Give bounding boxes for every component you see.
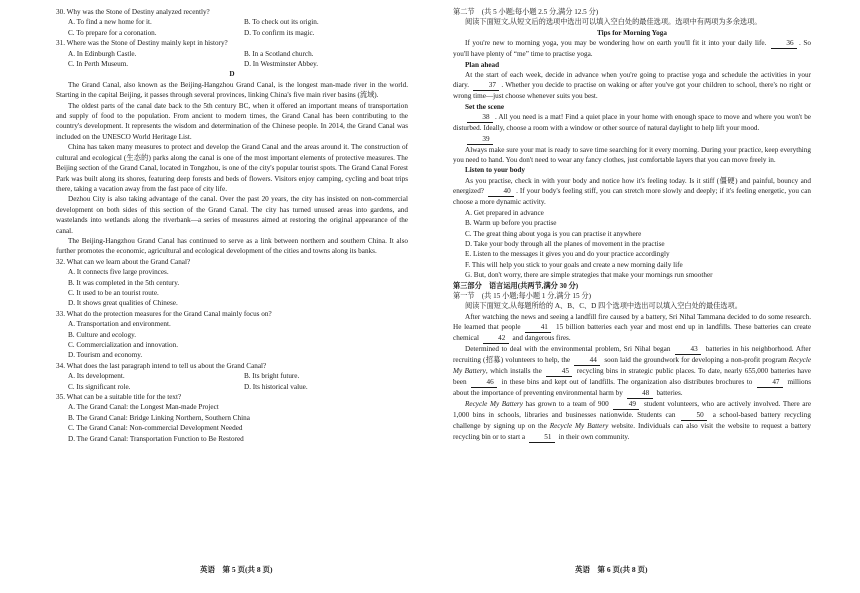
question-33-stem: 33. What do the protection measures for the Grand Canal mainly focus on? xyxy=(56,309,272,318)
option-31b: B. In a Scotland church. xyxy=(244,49,314,58)
option-34d: D. Its historical value. xyxy=(244,382,308,391)
subheading-plan-ahead: Plan ahead xyxy=(465,60,500,69)
cloze-paragraph-2 xyxy=(453,344,811,399)
text: . All you need is a mat! Find a quiet place in your home with enough space to move and where you won't be disturbed. Ideally, choose a room with a window or other source of natural daylight to help lift your mood. xyxy=(453,113,811,133)
right-column xyxy=(453,7,811,443)
text: recycling bins in strategic public places. To date, nearly 655,000 batteries have been xyxy=(453,367,811,387)
text: , which installs the xyxy=(485,367,542,376)
question-34-options xyxy=(56,371,408,381)
yoga-paragraph-4: Always make sure your mat is ready to save time searching for it every morning. During your practice, keep everything you need to hand. You don't need to wear any fancy clothes, just comfortable layers that you can move freely in. xyxy=(453,145,811,165)
text: As you practise, check in with your body and notice how it's feeling today. Is it stiff (僵硬) and painful, bouncy and energized? xyxy=(453,176,811,196)
text: . If your body's feeling stiff, you can stretch more slowly and deeply; if it's feeling energetic, you can choose a more dynamic activity. xyxy=(453,187,812,207)
text: batteries. xyxy=(656,389,683,398)
text: batteries in his neighborhood. After recruiting (招募) volunteers to help, the xyxy=(453,345,811,365)
yoga-paragraph-2 xyxy=(453,70,811,102)
question-32-stem: 32. What can we learn about the Grand Canal? xyxy=(56,257,191,266)
option-35d: D. The Grand Canal: Transportation Function to Be Restored xyxy=(68,434,244,443)
blank-46[interactable]: 46 xyxy=(471,378,497,388)
question-35-stem: 35. What can be a suitable title for the text? xyxy=(56,393,182,402)
text: . So you'll have plenty of “me” time to practise yoga. xyxy=(453,39,812,59)
page-footer-left: 英语 第 5 页(共 8 页) xyxy=(200,565,273,574)
part2-instruction: 阅读下面短文,从短文后的选项中选出可以填入空白处的最佳选项。选项中有两项为多余选项。 xyxy=(465,18,762,27)
question-30-stem: 30. Why was the Stone of Destiny analyzed recently? xyxy=(56,8,210,16)
option-b: B. Warm up before you practise xyxy=(465,219,557,228)
option-31a: A. In Edinburgh Castle. xyxy=(68,49,137,58)
passage-title: Tips for Morning Yoga xyxy=(597,28,667,37)
option-a: A. Get prepared in advance xyxy=(465,208,544,217)
option-30b: B. To check out its origin. xyxy=(244,18,319,27)
blank-47[interactable]: 47 xyxy=(757,378,783,388)
question-31-options-2 xyxy=(56,59,408,69)
passage-paragraph-3: China has taken many measures to protect and develop the Grand Canal and the areas around it. The construction of cultural and ecological (生态的) parks along the canal is one of the most important elements of protective measures. The Beijing section of the Grand Canal, located in Tongzhou, is one of the city's popular tourist spots. The Grand Canal Forest Park was built along its shores, featuring deep forests and beds of flowers. Visitors enjoy camping, cycling and boat trips there, taking a vacation away from the fast pace of city life. xyxy=(56,143,408,193)
text: in these bins and kept out of landfills. The organization also distributes brochures to xyxy=(501,378,753,387)
yoga-paragraph-5 xyxy=(453,176,811,208)
program-name: Recycle My Battery xyxy=(465,400,523,409)
yoga-paragraph-1 xyxy=(453,38,811,59)
option-32b: B. It was completed in the 5th century. xyxy=(68,278,180,287)
blank-42[interactable]: 42 xyxy=(483,334,509,344)
option-30c: C. To prepare for a coronation. xyxy=(68,28,157,37)
page-footer-right: 英语 第 6 页(共 8 页) xyxy=(575,565,648,574)
text: has grown to a team of 900 xyxy=(525,400,609,409)
text: 15 billion batteries each year and most end up in landfills. These batteries can create chemical xyxy=(453,323,812,343)
yoga-blank-39-line xyxy=(453,134,811,145)
program-name: Recycle My Battery xyxy=(453,356,812,376)
question-30-options-2 xyxy=(56,28,408,38)
option-32a: A. It connects five large provinces. xyxy=(68,268,169,277)
blank-40[interactable]: 40 xyxy=(488,187,514,197)
option-g: G. But, don't worry, there are simple strategies that make your mornings run smoother xyxy=(465,271,713,280)
text: At the start of each week, decide in advance when you're going to practise yoga and schedule the activities in your diary. xyxy=(453,71,811,90)
option-c: C. The great thing about yoga is you can practise it anywhere xyxy=(465,229,642,238)
part3-subheading: 第一节 (共 15 小题;每小题 1 分,满分 15 分) xyxy=(453,291,591,300)
text: soon laid the groundwork for developing a non-profit program xyxy=(604,356,787,365)
yoga-paragraph-3 xyxy=(453,112,811,133)
option-35c: C. The Grand Canal: Non-commercial Development Needed xyxy=(68,424,243,433)
blank-43[interactable]: 43 xyxy=(675,345,701,355)
passage-paragraph-4: Dezhou City is also taking advantage of the canal. Over the past 20 years, the city has insisted on non-commercial development on both sides of this section of the Grand Canal. The city has turned unused areas into gardens, and wastelands into wetlands along the riverbank—a series of measures aimed at restoring the original appearance of the canal. xyxy=(56,195,408,235)
option-31c: C. In Perth Museum. xyxy=(68,60,129,69)
blank-44[interactable]: 44 xyxy=(574,356,600,366)
blank-50[interactable]: 50 xyxy=(681,411,707,421)
text: a school-based battery recycling challenge by signing up on the xyxy=(453,411,811,431)
blank-39[interactable]: 39 xyxy=(467,135,493,145)
question-34-options-2 xyxy=(56,382,408,392)
text: If you're new to morning yoga, you may be wondering how on earth you'll fit it into your daily life. xyxy=(465,39,767,48)
text: in their own community. xyxy=(558,432,630,441)
part3-heading: 第三部分 语言运用(共两节,满分 30 分) xyxy=(453,281,579,290)
passage-paragraph-2: The oldest parts of the canal date back to the 5th century BC, when it offered an important means of transportation and supply of food to the population. From ancient to modern times, the Grand Canal has been contributing to the country's development. It represents the wisdom and determination of the Chinese people. In 2014, the Grand Canal was included on the UNESCO World Heritage List. xyxy=(56,101,408,141)
option-32c: C. It used to be an tourist route. xyxy=(68,288,159,297)
question-34-stem: 34. What does the last paragraph intend to tell us about the Grand Canal? xyxy=(56,361,267,370)
text: Determined to deal with the environmental problem, Sri Nihal began xyxy=(465,345,671,354)
blank-41[interactable]: 41 xyxy=(525,323,551,333)
subheading-set-the-scene: Set the scene xyxy=(465,102,505,111)
blank-49[interactable]: 49 xyxy=(613,400,639,410)
option-33c: C. Commercialization and innovation. xyxy=(68,341,178,349)
option-30d: D. To confirm its magic. xyxy=(244,28,315,37)
option-34c: C. Its significant role. xyxy=(68,382,131,391)
blank-36[interactable]: 36 xyxy=(771,39,797,49)
question-31-options xyxy=(56,49,408,59)
option-d: D. Take your body through all the planes of movement in the practise xyxy=(465,239,665,248)
program-name: Recycle My Battery xyxy=(549,422,609,431)
blank-48[interactable]: 48 xyxy=(627,389,653,399)
text: millions about the importance of preventing environmental harm by xyxy=(453,378,812,398)
option-e: E. Listen to the messages it gives you and do your practice accordingly xyxy=(465,250,670,259)
option-33d: D. Tourism and economy. xyxy=(68,351,143,360)
option-30a: A. To find a new home for it. xyxy=(68,18,152,27)
option-31d: D. In Westminster Abbey. xyxy=(244,60,319,69)
part3-instruction: 阅读下面短文,从每题所给的 A、B、C、D 四个选项中选出可以填入空白处的最佳选项。 xyxy=(465,302,742,311)
left-column xyxy=(56,7,408,444)
blank-38[interactable]: 38 xyxy=(467,113,493,123)
option-f: F. This will help you stick to your goals and create a new morning daily life xyxy=(465,260,683,269)
passage-letter: D xyxy=(229,70,235,79)
option-33a: A. Transportation and environment. xyxy=(68,320,171,329)
option-34b: B. Its bright future. xyxy=(244,372,300,381)
text: student volunteers, who are actively involved. There are 1,000 bins in schools, libraries and businesses nationwide. Students can xyxy=(453,400,812,420)
text: and dangerous fires. xyxy=(512,334,571,343)
question-31-stem: 31. Where was the Stone of Destiny mainly kept in history? xyxy=(56,39,228,48)
option-34a: A. Its development. xyxy=(68,372,125,381)
cloze-paragraph-1 xyxy=(453,312,811,344)
text: website. Individuals can also visit the website to request a battery recycling bin or to start a xyxy=(453,422,812,441)
blank-51[interactable]: 51 xyxy=(529,433,555,443)
question-30-options xyxy=(56,17,408,27)
option-35a: A. The Grand Canal: the Longest Man-made Project xyxy=(68,403,219,412)
passage-paragraph-5: The Beijing-Hangzhou Grand Canal has continued to serve as a link between northern and southern China. It also further promotes the economic, agricultural and ecological development of the cities and towns along its banks. xyxy=(56,236,408,256)
passage-paragraph-1: The Grand Canal, also known as the Beijing-Hangzhou Grand Canal, is the longest man-made river in the world. Starting in the capital Beijing, it passes through several provinces, linking China's five main river basins (流域). xyxy=(56,80,408,100)
option-32d: D. It shows great qualities of Chinese. xyxy=(68,299,178,308)
cloze-paragraph-3 xyxy=(453,399,811,442)
subheading-listen: Listen to your body xyxy=(465,166,525,175)
option-35b: B. The Grand Canal: Bridge Linking Northern, Southern China xyxy=(68,413,250,422)
blank-45[interactable]: 45 xyxy=(546,367,572,377)
blank-37[interactable]: 37 xyxy=(473,81,499,91)
option-33b: B. Culture and ecology. xyxy=(68,330,136,339)
text: . Whether you decide to practise on waking or after you've got your children to school, there's no right or wrong time—just choose whenever suits you best. xyxy=(453,81,811,101)
part2-heading: 第二节 (共 5 小题;每小题 2.5 分,满分 12.5 分) xyxy=(453,8,599,16)
text: After watching the news and seeing a landfill fire caused by a battery, Sri Nihal Tammana decided to do some research. He learned that people xyxy=(453,312,811,332)
